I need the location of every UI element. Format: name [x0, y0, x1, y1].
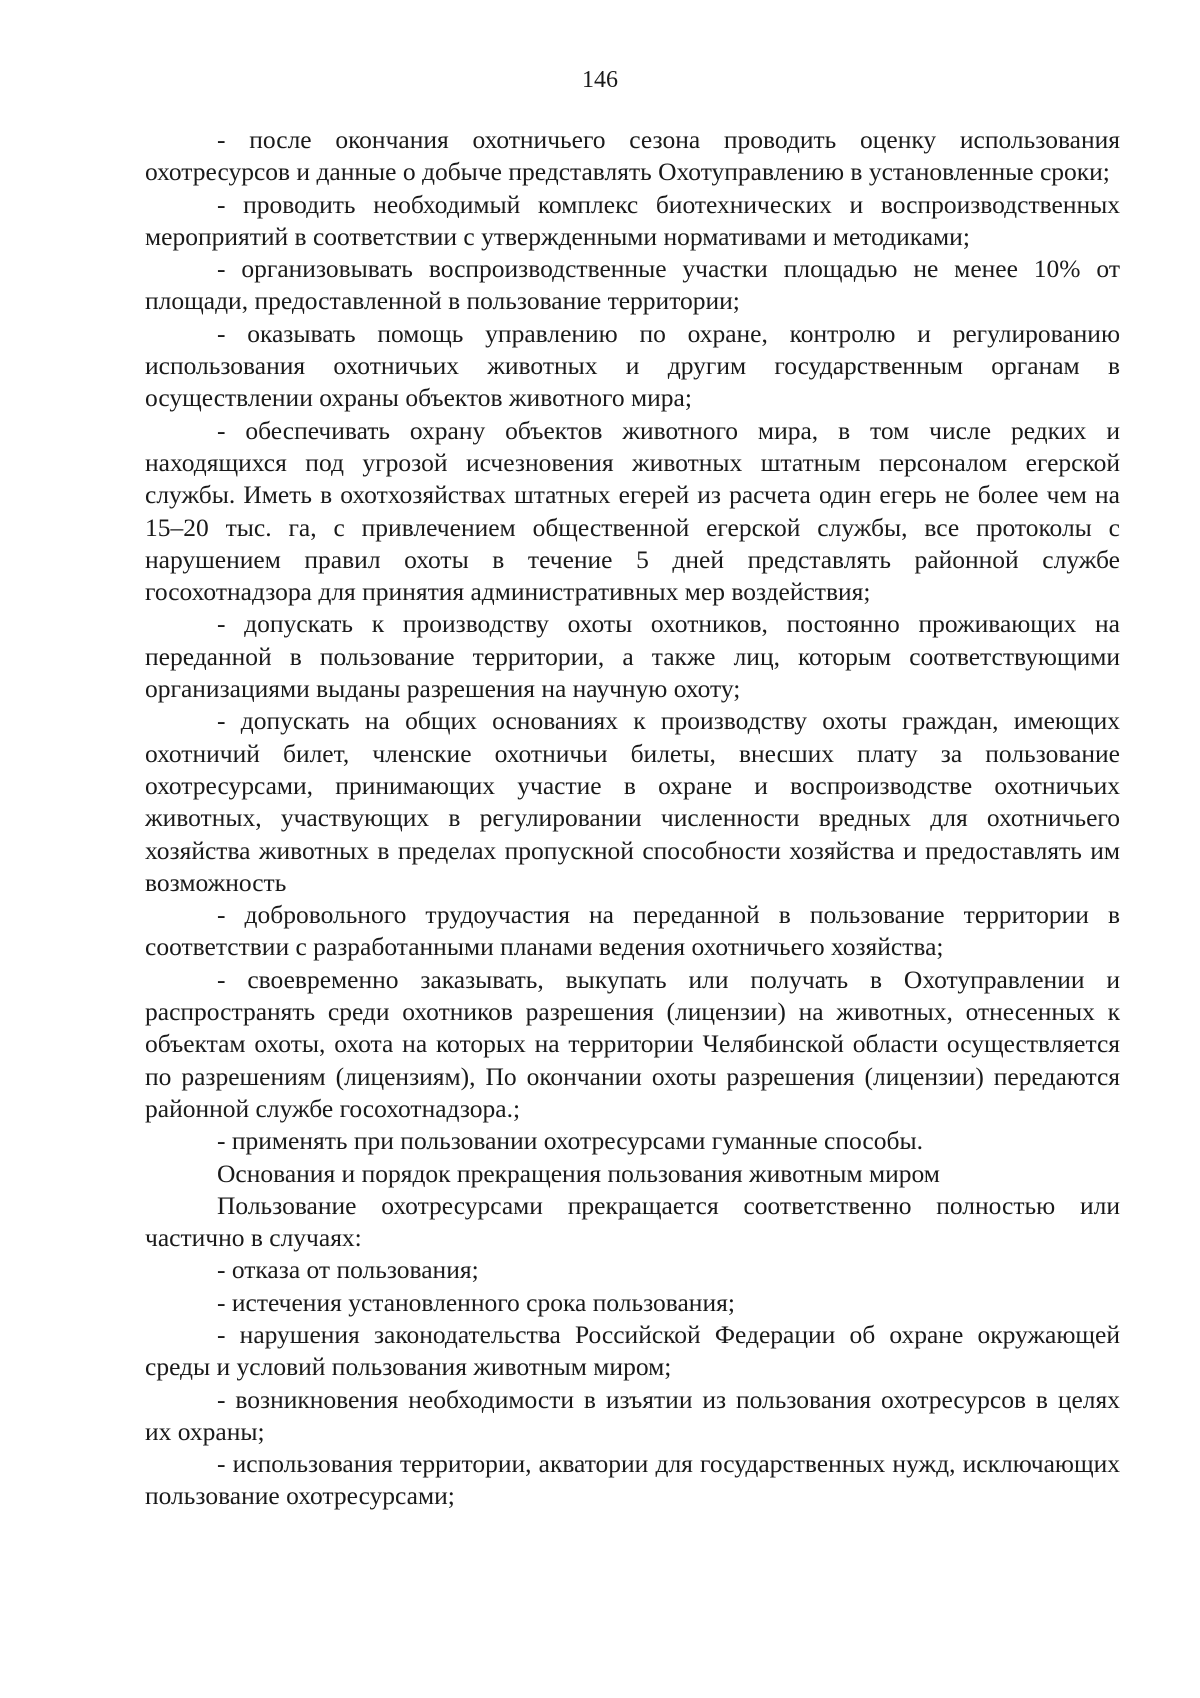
list-item-refusal: - отказа от пользования; — [217, 1255, 479, 1285]
paragraph-biotechnical-measures: - проводить необходимый комплекс биотехнических и воспроизводственных мероприятий в соответствии с утвержденными нормативами и методиками; — [145, 189, 1120, 251]
page-number: 146 — [582, 67, 618, 93]
list-item-state-needs: - использования территории, акватории для государственных нужд, исключающих пользование охотресурсами; — [145, 1449, 1120, 1511]
list-item-protection-withdrawal: - возникновения необходимости в изъятии из пользования охотресурсов в целях их охраны; — [145, 1384, 1120, 1446]
paragraph-licenses: - своевременно заказывать, выкупать или получать в Охотуправлении и распространять среди охотников разрешения (лицензии) на животных, отнесенных к объектам охоты, охота на которых на территории Челябинской области осуществляется по разрешениям (лицензиям), По окончании охоты разрешения (лицензии) передаются районной службе госохотнадзора.; — [145, 964, 1120, 1123]
paragraph-admit-citizens: - допускать на общих основаниях к производству охоты граждан, имеющих охотничий билет, членские охотничьи билеты, внесших плату за пользование охотресурсами, принимающих участие в охране и воспроизводстве охотничьих животных, участвующих в регулировании численности вредных для охотничьего хозяйства животных в пределах пропускной способности хозяйства и предоставлять им возможность — [145, 706, 1120, 897]
paragraph-assist-authorities: - оказывать помощь управлению по охране, контролю и регулированию использования охотничьих животных и другим государственным органам в осуществлении охраны объектов животного мира; — [145, 318, 1120, 413]
section-heading-termination: Основания и порядок прекращения пользования животным миром — [217, 1158, 940, 1188]
paragraph-admit-local-hunters: - допускать к производству охоты охотников, постоянно проживающих на переданной в пользование территории, а также лиц, которым соответствующими организациями выданы разрешения на научную охоту; — [145, 609, 1120, 704]
document-body — [145, 124, 1120, 1513]
paragraph-protect-wildlife: - обеспечивать охрану объектов животного мира, в том числе редких и находящихся под угрозой исчезновения животных штатным персоналом егерской службы. Иметь в охотхозяйствах штатных егерей из расчета один егерь не более чем на 15–20 тыс. га, с привлечением общественной егерской службы, все протоколы с нарушением правил охоты в течение 5 дней представлять районной службе госохотнадзора для принятия административных мер воздействия; — [145, 415, 1120, 607]
paragraph-humane-methods: - применять при пользовании охотресурсами гуманные способы. — [217, 1126, 923, 1156]
list-item-expiry: - истечения установленного срока пользования; — [217, 1287, 735, 1317]
paragraph-termination-cases: Пользование охотресурсами прекращается соответственно полностью или частично в случаях: — [145, 1190, 1120, 1253]
paragraph-reproduction-areas: - организовывать воспроизводственные участки площадью не менее 10% от площади, предоставленной в пользование территории; — [145, 254, 1120, 316]
paragraph-hunting-season-assessment: - после окончания охотничьего сезона проводить оценку использования охотресурсов и данные о добыче представлять Охотуправлению в установленные сроки; — [145, 125, 1120, 187]
list-item-law-violation: - нарушения законодательства Российской Федерации об охране окружающей среды и условий пользования животным миром; — [145, 1319, 1120, 1382]
paragraph-voluntary-participation: - добровольного трудоучастия на переданной в пользование территории в соответствии с разработанными планами ведения охотничьего хозяйства; — [145, 900, 1120, 962]
